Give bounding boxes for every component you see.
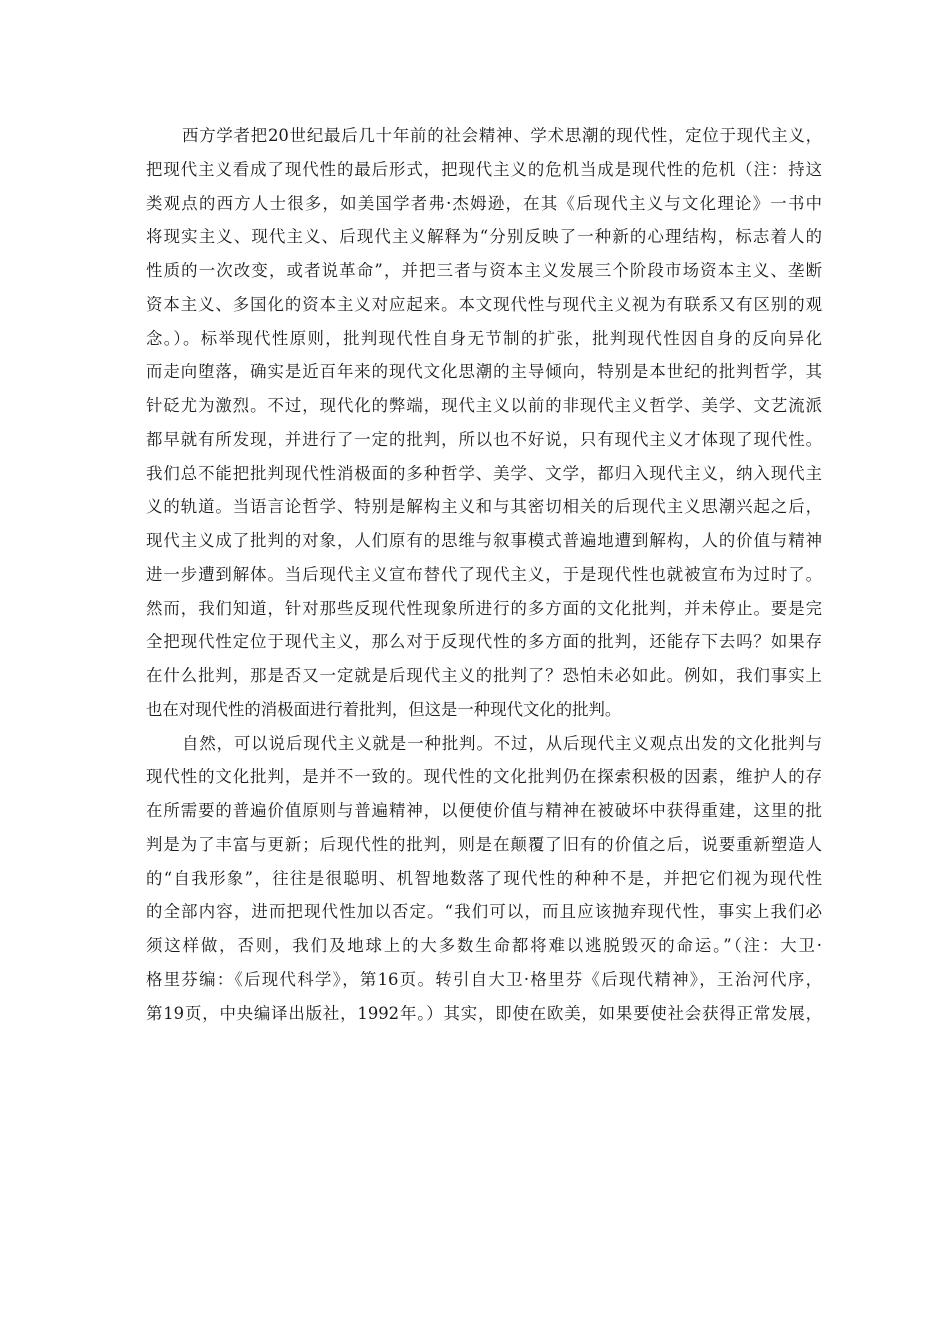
text-line: 的全部内容，进而把现代性加以否定。“我们可以，而且应该抛弃现代性，事实上我们必: [146, 902, 822, 922]
text-line: 西方学者把20世纪最后几十年前的社会精神、学术思潮的现代性，定位于现代主义，: [182, 126, 822, 145]
text-line: 义的轨道。当语言论哲学、特别是解构主义和与其密切相关的后现代主义思潮兴起之后，: [146, 497, 822, 517]
text-line: 资本主义、多国化的资本主义对应起来。本文现代性与现代主义视为有联系又有区别的观: [146, 294, 822, 314]
paragraph-2: [146, 727, 822, 1031]
text-line: 的“自我形象”，往往是很聪明、机智地数落了现代性的种种不是，并把它们视为现代性: [146, 868, 822, 888]
text-line: 现代性的文化批判，是并不一致的。现代性的文化批判仍在探索积极的因素，维护人的存: [146, 767, 822, 787]
text-line: 都早就有所发现，并进行了一定的批判，所以也不好说，只有现代主义才体现了现代性。: [146, 429, 822, 449]
paragraph-1: [146, 119, 822, 727]
text-line: 性质的一次改变，或者说革命”，并把三者与资本主义发展三个阶段市场资本主义、垄断: [146, 261, 822, 280]
text-line: 格里芬编：《后现代科学》，第16页。转引自大卫·格里芬《后现代精神》，王治河代序，: [146, 969, 822, 989]
text-line: 然而，我们知道，针对那些反现代性现象所进行的多方面的文化批判，并未停止。要是完: [146, 598, 822, 618]
text-line: 把现代主义看成了现代性的最后形式，把现代主义的危机当成是现代性的危机（注：持这: [146, 159, 822, 179]
text-line: 第19页，中央编译出版社，1992年。）其实，即使在欧美，如果要使社会获得正常发展，: [146, 1003, 822, 1023]
text-line: 判是为了丰富与更新；后现代性的批判，则是在颠覆了旧有的价值之后，说要重新塑造人: [146, 834, 822, 854]
text-line: 我们总不能把批判现代性消极面的多种哲学、美学、文学，都归入现代主义，纳入现代主: [146, 463, 822, 483]
text-line: 须这样做，否则，我们及地球上的大多数生命都将难以逃脱毁灭的命运。”（注：大卫·: [146, 936, 822, 955]
body-text: [146, 119, 822, 1030]
text-line: 而走向堕落，确实是近百年来的现代文化思潮的主导倾向，特别是本世纪的批判哲学，其: [146, 362, 822, 382]
text-line: 类观点的西方人士很多，如美国学者弗·杰姆逊，在其《后现代主义与文化理论》一书中: [146, 193, 822, 213]
text-line: 针砭尤为激烈。不过，现代化的弊端，现代主义以前的非现代主义哲学、美学、文艺流派: [146, 396, 822, 415]
text-line: 将现实主义、现代主义、后现代主义解释为“分别反映了一种新的心理结构，标志着人的: [146, 227, 822, 247]
text-line: 在所需要的普遍价值原则与普遍精神，以便使价值与精神在被破坏中获得重建，这里的批: [146, 801, 822, 820]
text-line: 在什么批判，那是否又一定就是后现代主义的批判了？恐怕未必如此。例如，我们事实上: [146, 666, 822, 685]
text-line: 也在对现代性的消极面进行着批判，但这是一种现代文化的批判。: [146, 699, 622, 719]
text-line: 现代主义成了批判的对象，人们原有的思维与叙事模式普遍地遭到解构，人的价值与精神: [146, 531, 822, 550]
text-line: 念。）。标举现代性原则，批判现代性自身无节制的扩张，批判现代性因自身的反向异化: [146, 328, 822, 348]
text-line: 全把现代性定位于现代主义，那么对于反现代性的多方面的批判，还能存下去吗？如果存: [146, 632, 822, 652]
text-line: 自然，可以说后现代主义就是一种批判。不过，从后现代主义观点出发的文化批判与: [182, 733, 822, 753]
text-line: 进一步遭到解体。当后现代主义宣布替代了现代主义，于是现代性也就被宣布为过时了。: [146, 564, 822, 584]
